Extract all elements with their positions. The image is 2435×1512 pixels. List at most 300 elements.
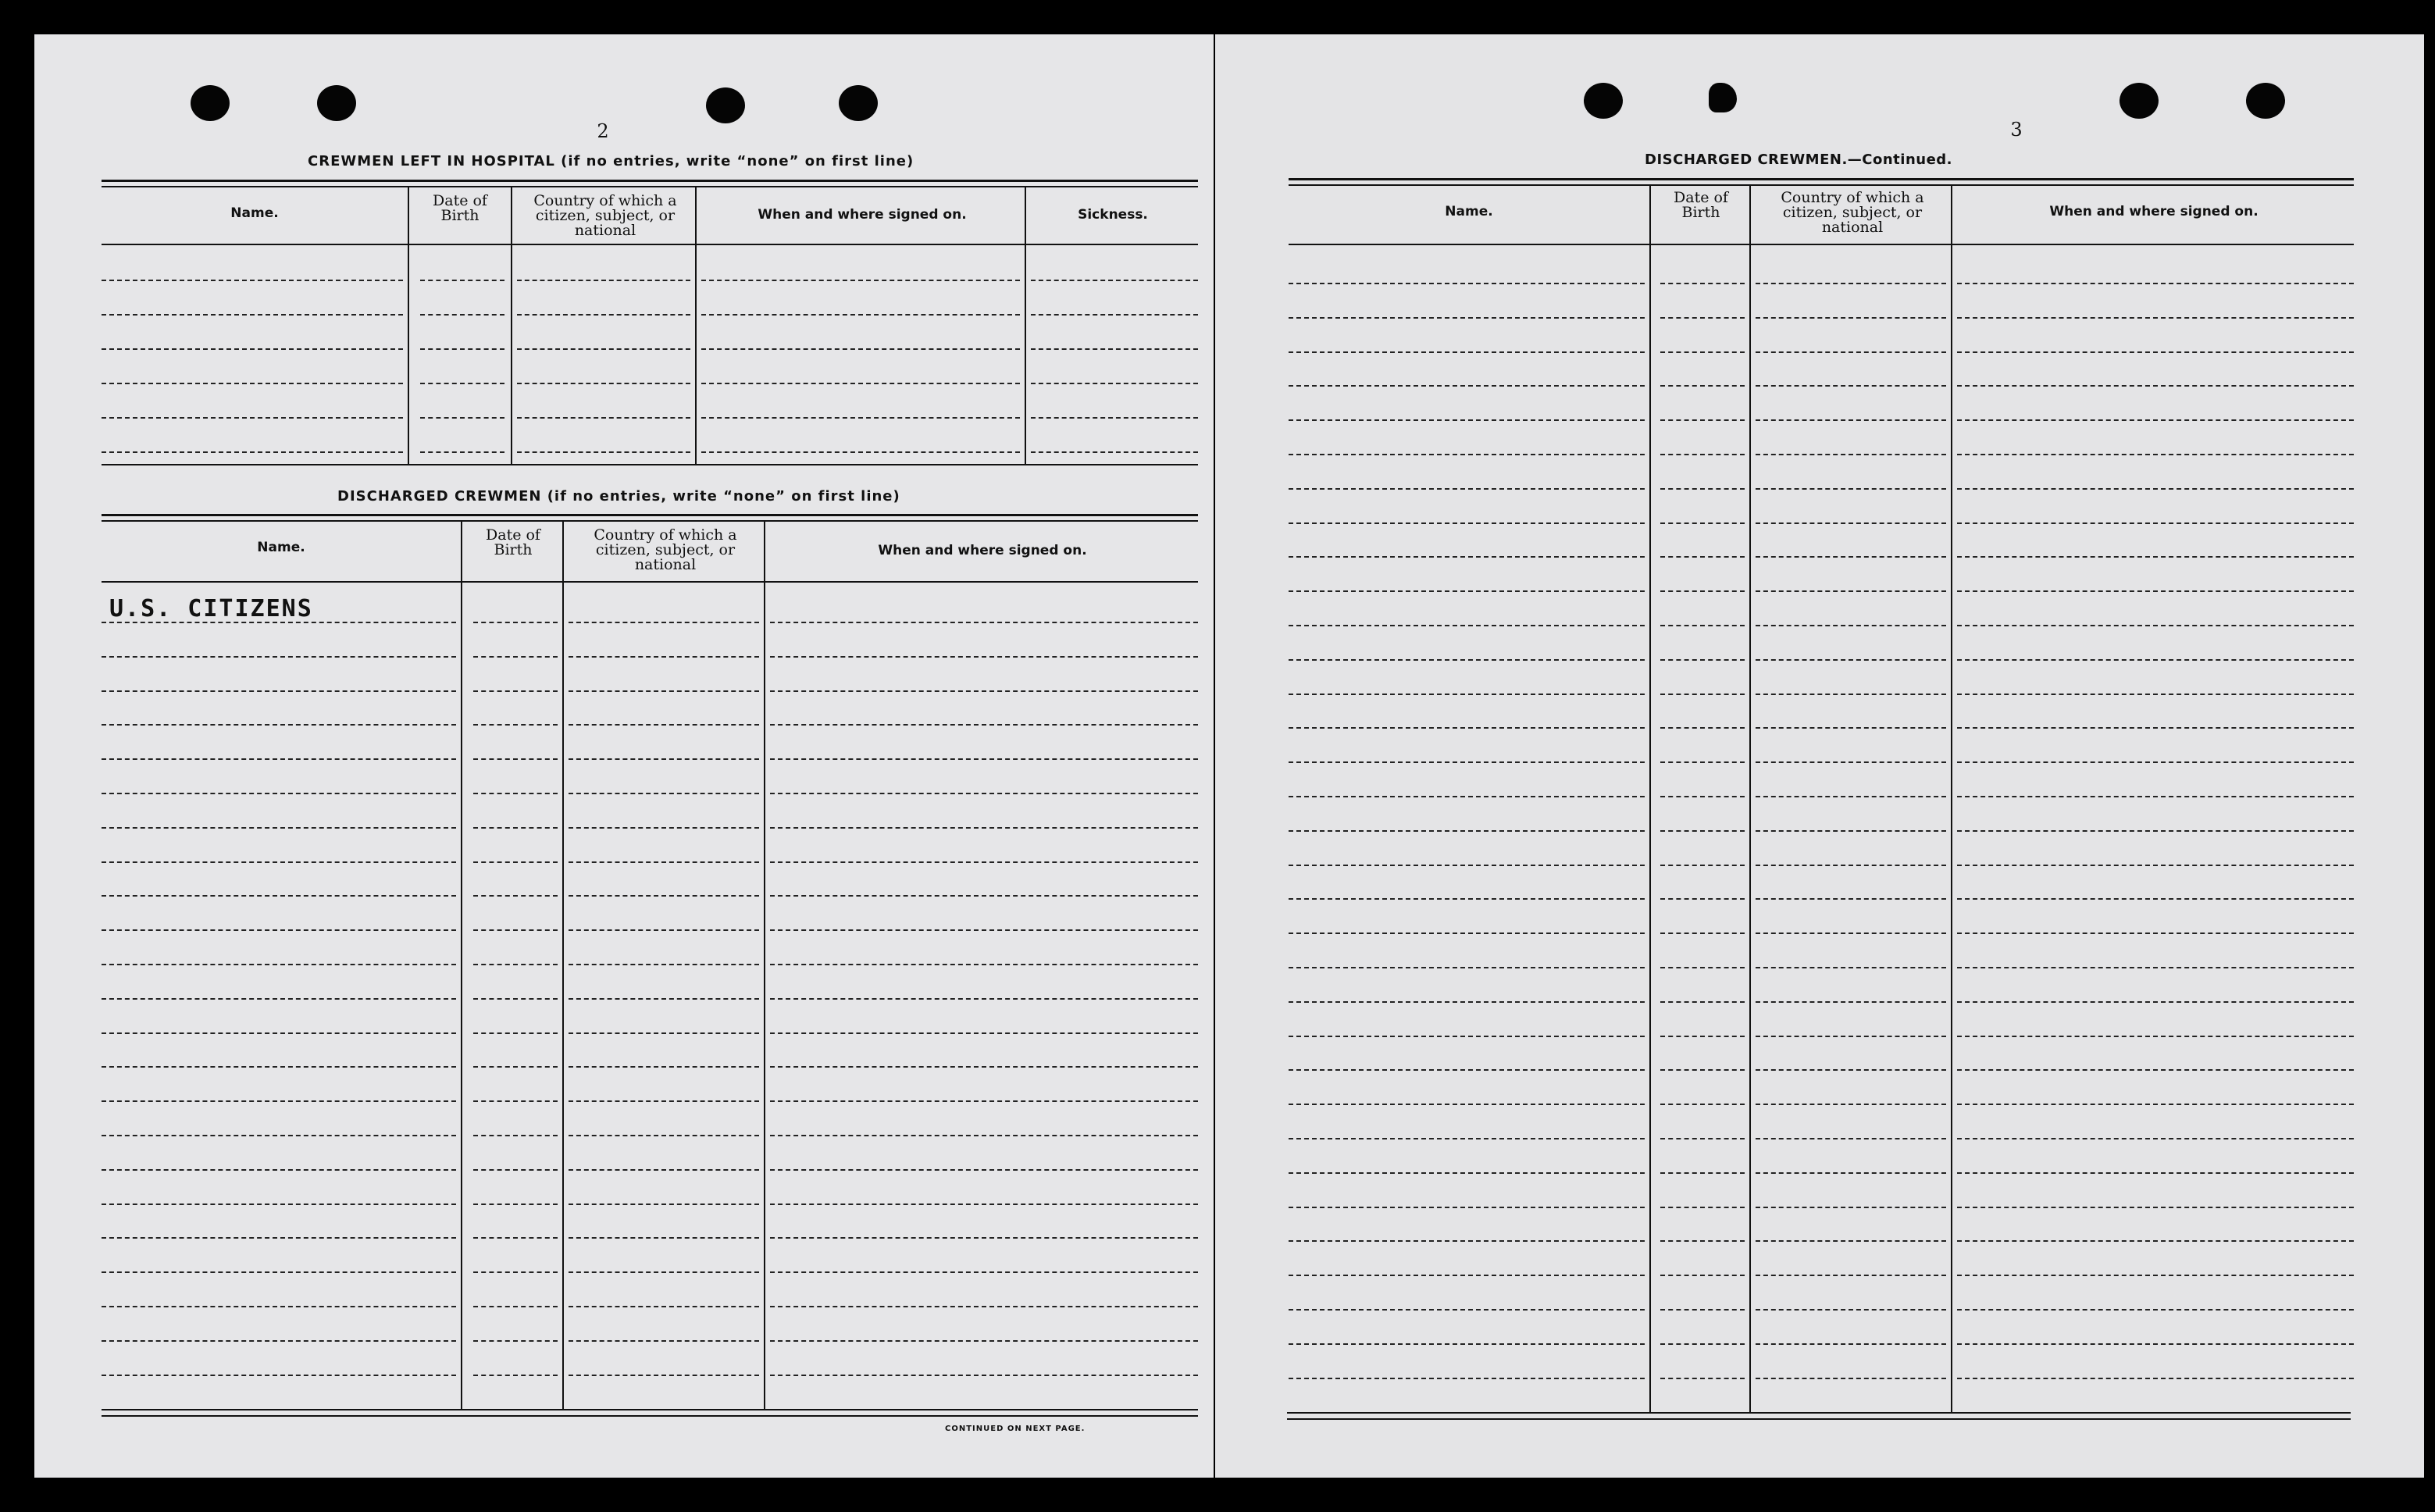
entry-line xyxy=(1289,659,1645,661)
entry-line xyxy=(102,929,456,931)
table-rule xyxy=(1289,244,2354,245)
table-rule xyxy=(102,244,1198,245)
punch-hole xyxy=(317,85,356,121)
entry-line xyxy=(1289,317,1645,319)
entry-line xyxy=(1660,1240,1745,1242)
punch-hole xyxy=(2246,83,2285,119)
entry-line xyxy=(473,1306,558,1307)
entry-line xyxy=(1957,1378,2354,1379)
entry-line xyxy=(102,1169,456,1171)
entry-line xyxy=(1957,865,2354,866)
table-rule xyxy=(1289,184,2354,186)
entry-line xyxy=(770,1100,1198,1102)
table-rule xyxy=(102,1409,1198,1410)
entry-line xyxy=(1756,454,1946,455)
entry-line xyxy=(1660,1378,1745,1379)
entry-line xyxy=(473,998,558,1000)
entry-line xyxy=(1756,1309,1946,1311)
entry-line xyxy=(1289,1309,1645,1311)
column-header-country: Country of which a citizen, subject, or national xyxy=(533,192,677,239)
entry-line xyxy=(1756,1104,1946,1105)
entry-line xyxy=(102,314,403,316)
entry-line xyxy=(473,724,558,726)
entry-line xyxy=(770,1135,1198,1136)
right-page xyxy=(1215,34,2424,1478)
column-divider xyxy=(1749,186,1751,1412)
entry-line xyxy=(770,895,1198,897)
entry-line xyxy=(1756,1378,1946,1379)
entry-line xyxy=(1756,1207,1946,1208)
entry-line xyxy=(1660,1207,1745,1208)
page-number: 3 xyxy=(2010,119,2023,141)
entry-line xyxy=(102,793,456,794)
column-header-date-of-birth: Date of Birth xyxy=(1674,189,1728,221)
entry-line xyxy=(1957,317,2354,319)
entry-line xyxy=(770,724,1198,726)
entry-line xyxy=(1957,1104,2354,1105)
entry-line xyxy=(1756,385,1946,387)
table-rule xyxy=(1289,178,2354,180)
entry-line xyxy=(1289,625,1645,626)
entry-line xyxy=(102,758,456,760)
column-divider xyxy=(1951,186,1952,1412)
entry-line xyxy=(473,1066,558,1068)
entry-line xyxy=(1660,933,1745,934)
entry-line xyxy=(1289,1069,1645,1071)
entry-line xyxy=(1289,1172,1645,1174)
entry-line xyxy=(569,1340,759,1342)
entry-line xyxy=(1289,933,1645,934)
entry-line xyxy=(102,1340,456,1342)
column-header-when-where: When and where signed on. xyxy=(2049,204,2259,219)
entry-line xyxy=(1660,659,1745,661)
entry-line xyxy=(1756,488,1946,490)
entry-line xyxy=(1756,1069,1946,1071)
entry-line xyxy=(701,417,1020,419)
entry-line xyxy=(1289,1036,1645,1037)
entry-line xyxy=(569,793,759,794)
entry-line xyxy=(770,964,1198,965)
column-header-sickness: Sickness. xyxy=(1078,207,1148,223)
entry-line xyxy=(1660,283,1745,284)
entry-line xyxy=(1289,967,1645,968)
entry-line xyxy=(569,1306,759,1307)
entry-line xyxy=(102,690,456,692)
column-divider xyxy=(511,187,512,464)
entry-line xyxy=(701,280,1020,281)
entry-line xyxy=(1660,1001,1745,1003)
entry-line xyxy=(1957,830,2354,832)
entry-line xyxy=(1756,898,1946,900)
entry-line xyxy=(102,861,456,863)
entry-line xyxy=(473,1100,558,1102)
punch-hole xyxy=(706,87,745,123)
entry-line xyxy=(1289,761,1645,763)
entry-line xyxy=(473,1340,558,1342)
punch-hole xyxy=(839,85,878,121)
column-divider xyxy=(1025,187,1026,464)
entry-line xyxy=(569,758,759,760)
entry-line xyxy=(1289,1275,1645,1276)
table-rule xyxy=(102,581,1198,583)
column-header-name: Name. xyxy=(257,540,305,555)
entry-line xyxy=(517,383,690,384)
entry-line xyxy=(473,1032,558,1034)
entry-line xyxy=(770,1271,1198,1273)
entry-line xyxy=(569,998,759,1000)
entry-line xyxy=(569,929,759,931)
entry-line xyxy=(1660,385,1745,387)
entry-line xyxy=(473,656,558,658)
entry-line xyxy=(1756,1240,1946,1242)
table-rule xyxy=(102,180,1198,182)
entry-line xyxy=(1660,796,1745,797)
table-rule xyxy=(102,520,1198,522)
entry-line xyxy=(1660,351,1745,353)
entry-line xyxy=(473,1169,558,1171)
entry-line xyxy=(1957,694,2354,695)
entry-line xyxy=(770,1306,1198,1307)
torn-punch-hole xyxy=(1709,83,1737,112)
entry-line xyxy=(1756,1036,1946,1037)
entry-line xyxy=(1289,590,1645,592)
entry-line xyxy=(1660,1138,1745,1139)
entry-line xyxy=(102,895,456,897)
entry-line xyxy=(1957,1343,2354,1345)
entry-line xyxy=(569,827,759,829)
column-divider xyxy=(461,522,462,1409)
continued-note: CONTINUED ON NEXT PAGE. xyxy=(945,1425,1086,1433)
entry-line xyxy=(569,895,759,897)
entry-line xyxy=(1756,865,1946,866)
entry-line xyxy=(1957,351,2354,353)
entry-line xyxy=(1660,694,1745,695)
table-rule xyxy=(102,186,1198,187)
entry-line xyxy=(770,1237,1198,1239)
column-header-country: Country of which a citizen, subject, or national xyxy=(1781,189,1924,236)
entry-line xyxy=(1756,761,1946,763)
entry-line xyxy=(569,1032,759,1034)
entry-line xyxy=(1660,317,1745,319)
column-divider xyxy=(764,522,765,1409)
entry-line xyxy=(102,1237,456,1239)
entry-line xyxy=(569,656,759,658)
entry-line xyxy=(1660,967,1745,968)
entry-line xyxy=(420,348,504,350)
entry-line xyxy=(102,1204,456,1205)
entry-line xyxy=(569,1271,759,1273)
entry-line xyxy=(1289,454,1645,455)
entry-line xyxy=(102,656,456,658)
column-divider xyxy=(562,522,564,1409)
entry-line xyxy=(420,280,504,281)
entry-line xyxy=(1957,727,2354,729)
entry-line xyxy=(1660,454,1745,455)
entry-line xyxy=(1660,1275,1745,1276)
entry-line xyxy=(1957,1275,2354,1276)
entry-line xyxy=(102,998,456,1000)
entry-line xyxy=(1031,383,1198,384)
entry-line xyxy=(517,280,690,281)
entry-line xyxy=(1756,967,1946,968)
entry-line xyxy=(1031,280,1198,281)
entry-line xyxy=(1289,694,1645,695)
entry-line xyxy=(420,417,504,419)
entry-line xyxy=(1756,283,1946,284)
entry-line xyxy=(1756,590,1946,592)
entry-line xyxy=(1660,625,1745,626)
entry-line xyxy=(1289,1240,1645,1242)
entry-line xyxy=(1756,830,1946,832)
entry-line xyxy=(102,964,456,965)
discharged-continued-title: DISCHARGED CREWMEN.—Continued. xyxy=(1645,152,1953,168)
entry-line xyxy=(1660,556,1745,558)
entry-line xyxy=(1756,1001,1946,1003)
entry-line xyxy=(569,1204,759,1205)
entry-line xyxy=(473,964,558,965)
entry-line xyxy=(701,451,1020,453)
entry-line xyxy=(569,1100,759,1102)
entry-line xyxy=(420,383,504,384)
entry-line xyxy=(1031,348,1198,350)
entry-line xyxy=(1957,385,2354,387)
entry-line xyxy=(770,929,1198,931)
entry-line xyxy=(473,1375,558,1376)
entry-line xyxy=(1031,314,1198,316)
column-header-name: Name. xyxy=(230,205,279,221)
entry-line xyxy=(569,690,759,692)
entry-line xyxy=(102,417,403,419)
entry-line xyxy=(1289,796,1645,797)
hospital-section-title: CREWMEN LEFT IN HOSPITAL (if no entries, write “none” on first line) xyxy=(308,153,914,169)
entry-line xyxy=(1660,727,1745,729)
entry-line xyxy=(102,724,456,726)
entry-line xyxy=(1660,1069,1745,1071)
column-header-date-of-birth: Date of Birth xyxy=(486,526,540,558)
entry-line xyxy=(770,690,1198,692)
entry-line xyxy=(1660,1343,1745,1345)
entry-line xyxy=(569,861,759,863)
entry-line xyxy=(420,451,504,453)
left-page xyxy=(34,34,1214,1478)
column-header-date-of-birth: Date of Birth xyxy=(433,192,487,224)
entry-line xyxy=(1660,419,1745,421)
column-header-when-where: When and where signed on. xyxy=(878,543,1087,558)
entry-line xyxy=(701,314,1020,316)
entry-line xyxy=(1756,1343,1946,1345)
entry-line xyxy=(1756,727,1946,729)
punch-hole xyxy=(1584,83,1623,119)
entry-line xyxy=(1957,967,2354,968)
entry-line xyxy=(102,1100,456,1102)
entry-line xyxy=(1660,1036,1745,1037)
entry-line xyxy=(1756,522,1946,524)
entry-line xyxy=(517,314,690,316)
entry-line xyxy=(1957,590,2354,592)
entry-line xyxy=(1289,1104,1645,1105)
entry-line xyxy=(1289,351,1645,353)
entry-line xyxy=(102,827,456,829)
entry-line xyxy=(473,622,558,623)
entry-line xyxy=(1957,283,2354,284)
entry-line xyxy=(473,1204,558,1205)
entry-line xyxy=(569,964,759,965)
entry-line xyxy=(1289,1001,1645,1003)
entry-line xyxy=(473,758,558,760)
entry-line xyxy=(1957,625,2354,626)
entry-line xyxy=(1957,1036,2354,1037)
entry-line xyxy=(770,758,1198,760)
entry-line xyxy=(1756,659,1946,661)
entry-line xyxy=(1660,1172,1745,1174)
entry-line xyxy=(1289,1378,1645,1379)
column-divider xyxy=(408,187,409,464)
entry-line xyxy=(1289,556,1645,558)
entry-line xyxy=(1289,1138,1645,1139)
entry-line xyxy=(517,348,690,350)
entry-line xyxy=(1756,419,1946,421)
entry-line xyxy=(1957,454,2354,455)
entry-line xyxy=(1756,796,1946,797)
entry-line xyxy=(1957,419,2354,421)
entry-line xyxy=(1289,865,1645,866)
entry-line xyxy=(1289,727,1645,729)
entry-line xyxy=(1660,590,1745,592)
entry-line xyxy=(517,417,690,419)
table-rule xyxy=(102,464,1198,465)
entry-line xyxy=(1957,1001,2354,1003)
entry-line xyxy=(1957,488,2354,490)
column-header-country: Country of which a citizen, subject, or national xyxy=(594,526,737,573)
entry-line xyxy=(770,1169,1198,1171)
entry-line xyxy=(1660,1104,1745,1105)
entry-line xyxy=(102,1375,456,1376)
entry-line xyxy=(1289,898,1645,900)
entry-line xyxy=(473,1237,558,1239)
entry-line xyxy=(1957,898,2354,900)
entry-line xyxy=(1957,556,2354,558)
entry-line xyxy=(569,1066,759,1068)
entry-line xyxy=(102,451,403,453)
entry-line xyxy=(1756,1275,1946,1276)
entry-line xyxy=(569,622,759,623)
entry-line xyxy=(102,383,403,384)
column-divider xyxy=(1649,186,1651,1412)
table-rule xyxy=(1287,1412,2351,1414)
entry-line xyxy=(1756,625,1946,626)
entry-line xyxy=(1756,694,1946,695)
entry-line xyxy=(102,1306,456,1307)
table-rule xyxy=(102,1415,1198,1417)
entry-line xyxy=(1660,522,1745,524)
entry-line xyxy=(1660,865,1745,866)
entry-line xyxy=(1756,317,1946,319)
entry-line xyxy=(102,1066,456,1068)
typed-entry-us-citizens: U.S. CITIZENS xyxy=(109,595,313,622)
entry-line xyxy=(1756,556,1946,558)
entry-line xyxy=(420,314,504,316)
entry-line xyxy=(102,280,403,281)
entry-line xyxy=(1289,1343,1645,1345)
entry-line xyxy=(770,1375,1198,1376)
entry-line xyxy=(1031,417,1198,419)
entry-line xyxy=(770,1204,1198,1205)
entry-line xyxy=(1957,522,2354,524)
entry-line xyxy=(1289,283,1645,284)
entry-line xyxy=(1756,1138,1946,1139)
entry-line xyxy=(1957,1172,2354,1174)
entry-line xyxy=(569,1169,759,1171)
table-rule xyxy=(102,514,1198,516)
entry-line xyxy=(1289,522,1645,524)
entry-line xyxy=(517,451,690,453)
entry-line xyxy=(569,724,759,726)
entry-line xyxy=(102,1271,456,1273)
page-number: 2 xyxy=(597,120,609,142)
entry-line xyxy=(102,622,456,623)
punch-hole xyxy=(2119,83,2159,119)
column-header-name: Name. xyxy=(1445,204,1493,219)
entry-line xyxy=(1289,488,1645,490)
entry-line xyxy=(1289,385,1645,387)
column-divider xyxy=(695,187,697,464)
entry-line xyxy=(770,1032,1198,1034)
entry-line xyxy=(473,895,558,897)
entry-line xyxy=(473,929,558,931)
entry-line xyxy=(1660,830,1745,832)
entry-line xyxy=(1957,933,2354,934)
entry-line xyxy=(473,1135,558,1136)
entry-line xyxy=(701,383,1020,384)
entry-line xyxy=(473,793,558,794)
entry-line xyxy=(1289,419,1645,421)
entry-line xyxy=(1289,830,1645,832)
entry-line xyxy=(1957,1207,2354,1208)
entry-line xyxy=(102,1135,456,1136)
entry-line xyxy=(1957,761,2354,763)
entry-line xyxy=(1957,796,2354,797)
entry-line xyxy=(102,1032,456,1034)
entry-line xyxy=(1756,933,1946,934)
entry-line xyxy=(473,827,558,829)
entry-line xyxy=(770,827,1198,829)
entry-line xyxy=(102,348,403,350)
entry-line xyxy=(1660,898,1745,900)
entry-line xyxy=(473,690,558,692)
entry-line xyxy=(1031,451,1198,453)
entry-line xyxy=(569,1375,759,1376)
entry-line xyxy=(1756,351,1946,353)
entry-line xyxy=(569,1135,759,1136)
column-header-when-where: When and where signed on. xyxy=(758,207,967,223)
punch-hole xyxy=(191,85,230,121)
discharged-section-title: DISCHARGED CREWMEN (if no entries, write “none” on first line) xyxy=(337,488,900,505)
entry-line xyxy=(770,793,1198,794)
entry-line xyxy=(1957,1309,2354,1311)
table-rule xyxy=(1287,1418,2351,1420)
entry-line xyxy=(701,348,1020,350)
entry-line xyxy=(1289,1207,1645,1208)
entry-line xyxy=(1660,488,1745,490)
entry-line xyxy=(770,656,1198,658)
entry-line xyxy=(770,861,1198,863)
entry-line xyxy=(473,861,558,863)
entry-line xyxy=(1660,761,1745,763)
entry-line xyxy=(1957,659,2354,661)
entry-line xyxy=(1957,1240,2354,1242)
entry-line xyxy=(770,998,1198,1000)
entry-line xyxy=(770,1340,1198,1342)
